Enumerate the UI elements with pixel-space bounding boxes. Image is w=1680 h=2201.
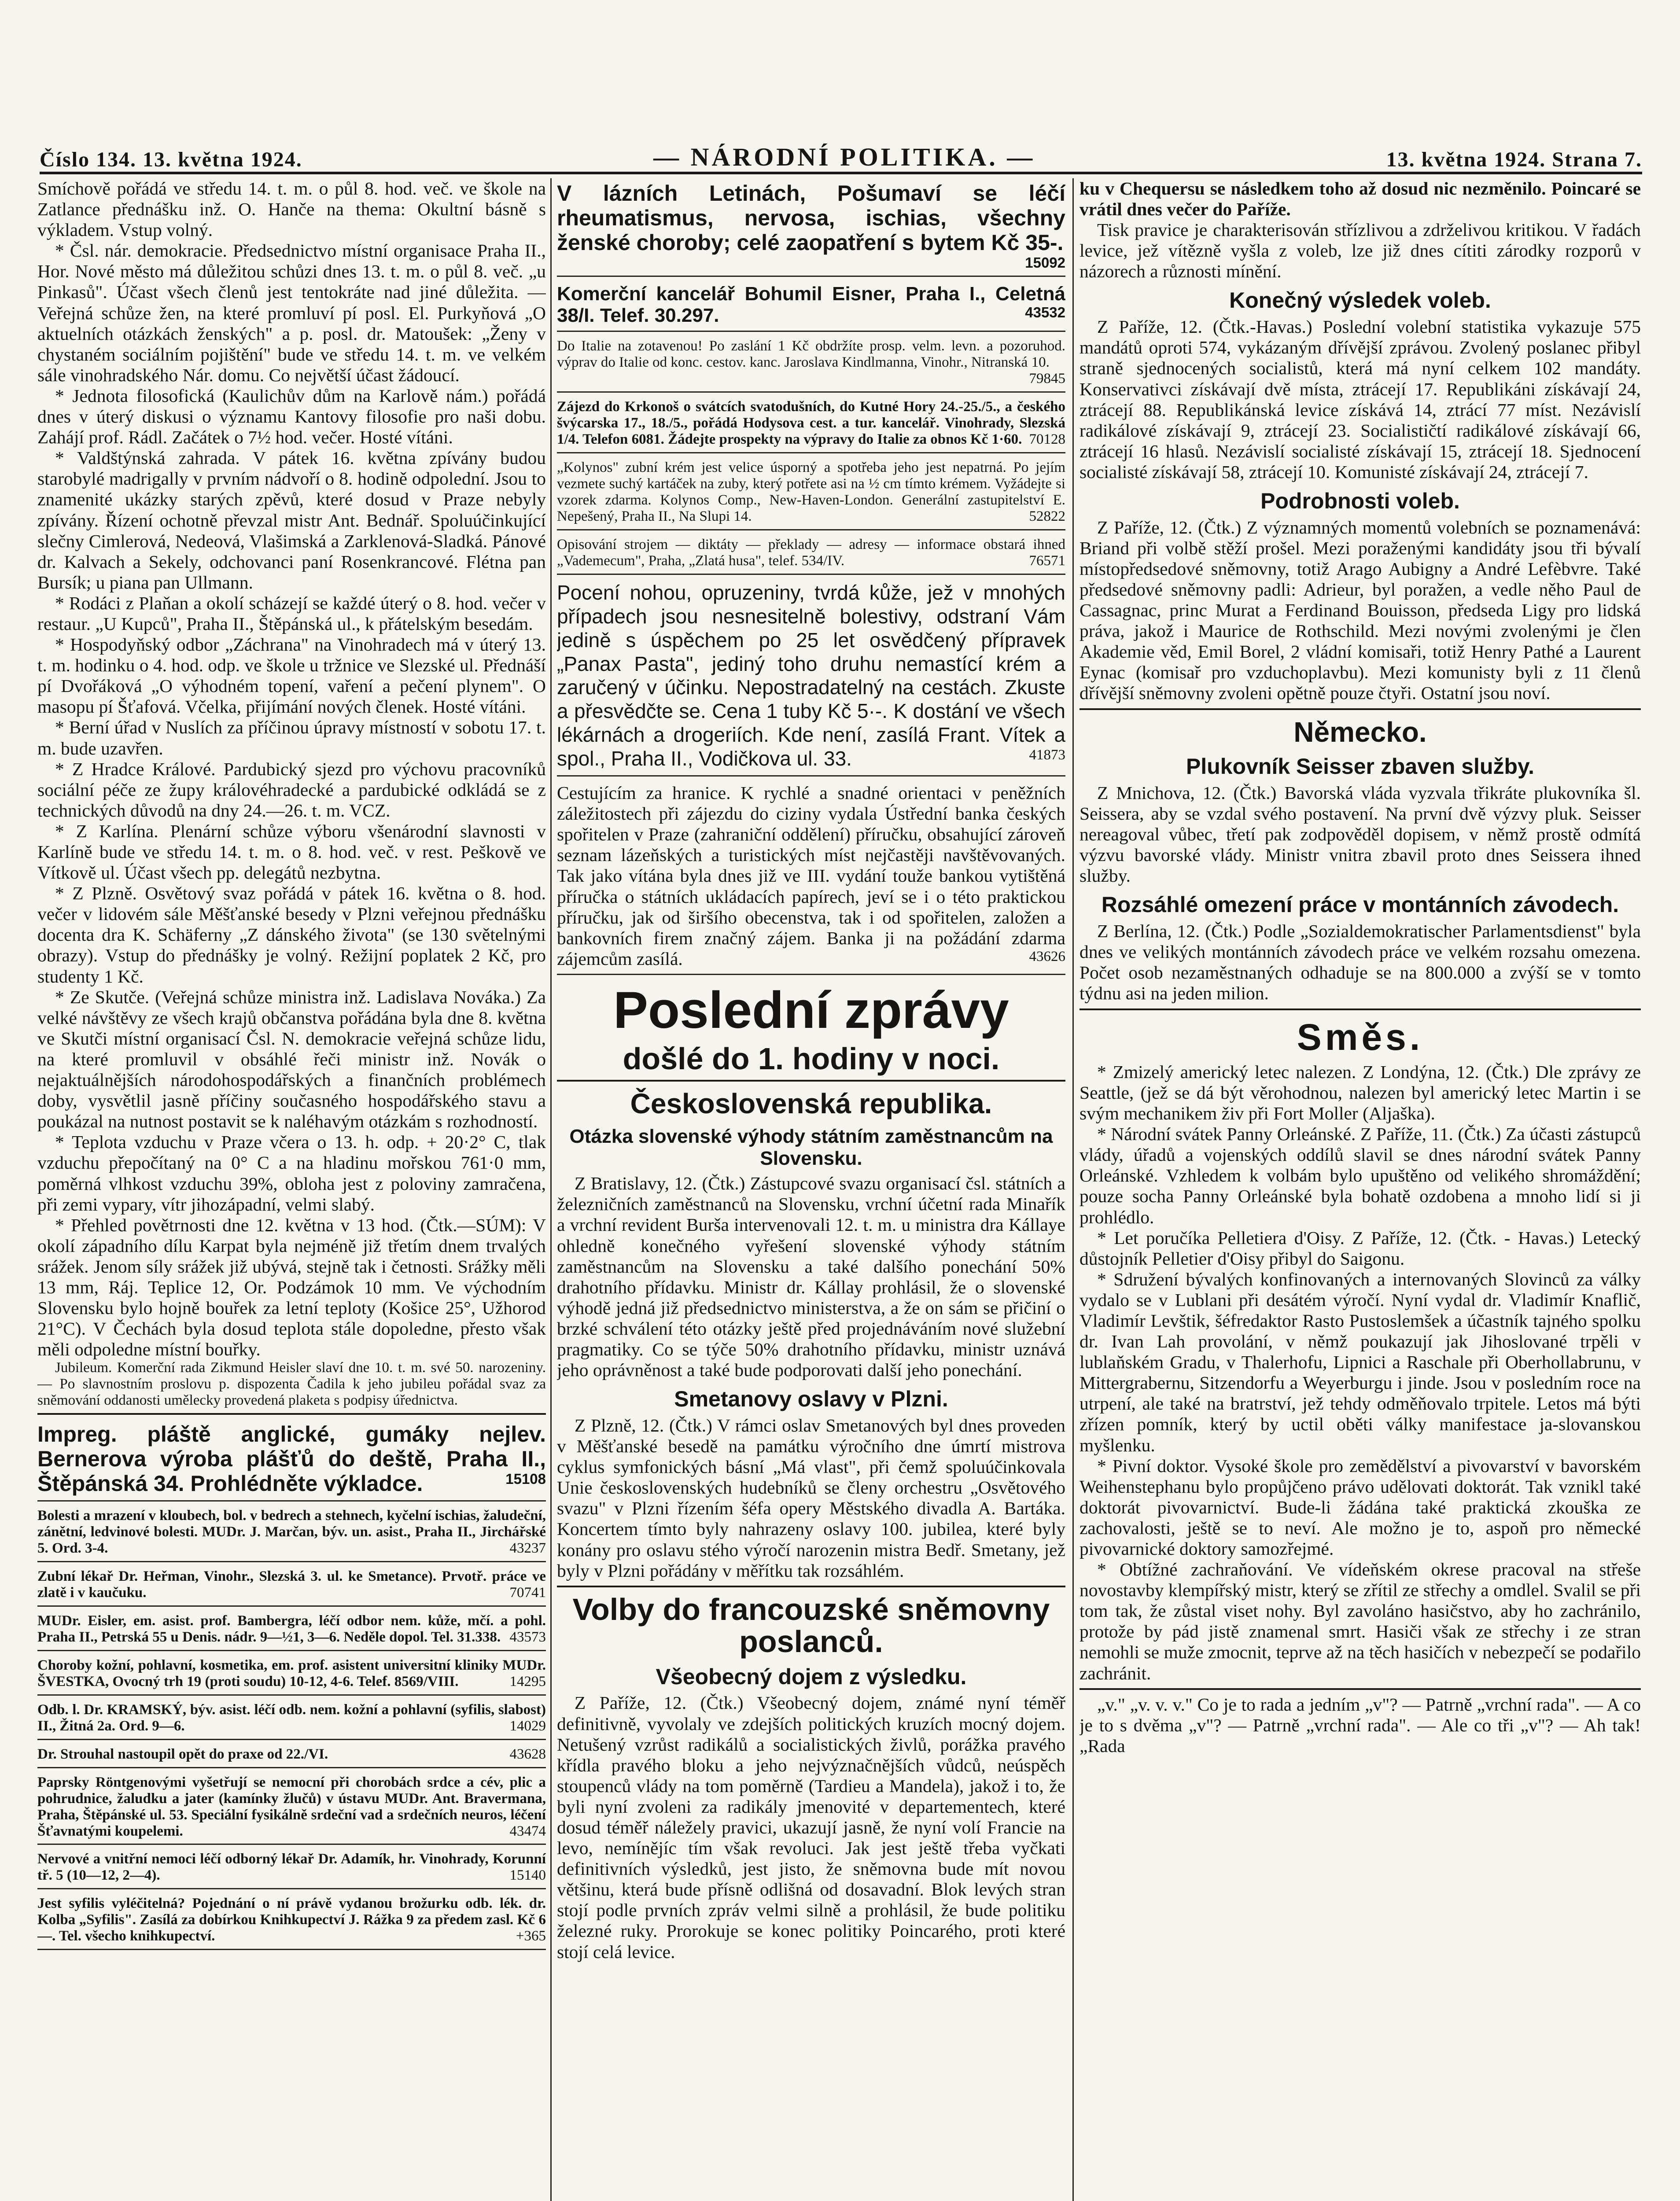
news-item: * Hospodyňský odbor „Záchrana" na Vinohradech má v úterý 13. t. m. hodinku o 4. hod. odp. ve škole u tržnice ve Slezské ul. Přednáší pí Dvořáková „O výhodném topení, vaření a pečení plynem". O masopu pí Šťafová. Včelka, přijímání nových členek. Hosté vítáni. [37,634,546,717]
advertisement: Pocení nohou, opruzeniny, tvrdá kůže, jež v mnohých případech jsou nesnesitelně bolestivy, odstraní Vám jedině s úspěchem po 25 let osvědčený přípravek „Panax Pasta", jediný toho druhu nemastící krém a zaručený v účinku. Nepostradatelný na cestách. Zkuste a přesvědčte se. Cena 1 tuby Kč 5·-. K dostání ve všech lékárnách a drogeriích. Kde není, zasílá Frant. Vítek a spol., Praha II., Vodičkova ul. 33. 41873 [557,578,1065,777]
page-number: 13. května 1924. Strana 7. [1386,148,1642,171]
news-item: * Ze Skutče. (Veřejná schůze ministra inž. Ladislava Nováka.) Za velké návštěvy ze všech krajů občanstva pořádána byla dne 8. května ve Skutči místní organisací Čsl. N. demokracie veřejná schůze lidu, na které promluvil v obsáhlé řeči ministr inž. Novák o nejaktuálnějších národohospodářských a finančních problémech doby, vysvětlil jasně příčiny současného hospodářského stavu a poukázal na nutnost postavit se k naléhavým otázkám s rozhodností. [37,986,546,1132]
divider [1079,1688,1641,1690]
article-text: Tisk pravice je charakterisován střízlivou a zdrželivou kritikou. V řadách levice, jež vítězně vyšla z voleb, lze již dnes cítiti zárodky rozporů v názorech a různosti mínění. [1079,220,1641,282]
advertisement: Jest syfilis vyléčitelná? Pojednání o ní právě vydanou brožurku odb. lék. dr. Kolba „Syfilis". Zasílá za dobírkou Knihkupectví J. Rážka 9 za předem zasl. Kč 6—. Tel. všecho knihkupectví. +365 [37,1893,546,1950]
advertisement: MUDr. Eisler, em. asist. prof. Bambergra, léčí odbor nem. kůže, mčí. a pohl. Praha II., Petrská 55 u Denis. nádr. 9—½1, 3—6. Neděle dopol. Tel. 31.338. 43573 [37,1610,546,1651]
section-headline: Poslední zprávy [613,981,1009,1039]
masthead [40,145,1642,174]
news-item: * Valdštýnská zahrada. V pátek 16. května zpívány budou starobylé madrigally v prvním nádvoří o 8. hodině odpolední. Jsou to znamenité ukázky starých zpěvů, které dosud v Praze nebyly zpívány. Řízení ochotně převzal mistr Ant. Bednář. Spoluúčinkující slečny Cimlerová, Nedeová, Vlašimská a Zarklenová-Sladká. Pánové dr. Kalvach a Sekely, odchovanci paní Rosenkrancové. Flétna pan Bursík; u piana pan Ullmann. [37,448,546,593]
section-heading: Volby do francouzské sněmovny poslanců. [572,1592,1050,1659]
article-text: Z Bratislavy, 12. (Čtk.) Zástupcové svazu organisací čsl. státních a železničních zaměstnanců na Slovensku, vrchní účetní rada Minařík a vrchní revident Burša intervenovali 12. t. m. u ministra dra Kállaye ohledně konečného vyřešení slovenské výhody státním zaměstnancům na Slovensku a také dalšího ponechání 50% drahotního přídavku. Ministr dr. Kállay prohlásil, že o slovenské výhodě jedná již předsednictvo ministerstva, a že on sám se přičiní o brzké schválení této otázky ještě před projednáváním nové služební pragmatiky. Co se týče 50% drahotního přídavku, ministr uznává jeho oprávněnost a také bude podporovati další jeho ponechání. [557,1173,1065,1380]
news-item: * Přehled povětrnosti dne 12. května v 13 hod. (Čtk.—SÚM): V okolí západního dílu Karpat byla nejméně již třetím dnem trvalých srážek. Jenom síly srážek již ubývá, stejně tak i četnosti. Srážky měli 13 mm, Ráj. Teplice 12, Or. Podzámok 10 mm. Ve východním Slovensku bylo hojně bouřek za letní teploty (Košice 25°, Užhorod 21°C). V Čechách byla dosud teplota stále dopoledne, přesto však měli odpoledne místní bouřky. [37,1215,546,1360]
news-item: * Jednota filosofická (Kaulichův dům na Karlově nám.) pořádá dnes v úterý diskusi o významu Kantovy filosofie pro naši dobu. Zahájí prof. Rádl. Začátek o 7½ hod. večer. Hosté vítáni. [37,385,546,448]
advertisement: Dr. Strouhal nastoupil opět do praxe od 22./VI. 43628 [37,1744,546,1768]
article-text: ku v Chequersu se následkem toho až dosud nic nezměnilo. Poincaré se vrátil dnes večer do Paříže. [1079,178,1641,220]
column-2 [557,178,1065,2201]
news-item: * Pivní doktor. Vysoké škole pro zemědělství a pivovarství v bavorském Weihenstephanu bylo propůjčeno právo udělovati doktorát. Tak vznikl také doktorát pivovarnictví. Bude-li žádána také praktická zkouška ze zachovalosti, ještě se to neví. Ale možno je to, aspoň pro německé pivovarnické doktory samozřejmé. [1079,1455,1641,1559]
news-item: * Berní úřad v Nuslích za příčinou úpravy místností v sobotu 17. t. m. bude uzavřen. [37,717,546,758]
advertisement: Choroby kožní, pohlavní, kosmetika, em. prof. asistent universitní kliniky MUDr. ŠVESTKA, Ovocný trh 19 (proti soudu) 10-12, 4-6. Telef. 8569/VIII. 14295 [37,1655,546,1696]
article-heading: Podrobnosti voleb. [1260,488,1460,513]
news-item: „v." „v. v. v." Co je to rada a jedním „v"? — Patrně „vrchní rada". — A co je to s dvěma „v"? — Patrně „vrchní rada". — Ale co tři „v"? — Ah tak! „Rada [1079,1694,1641,1756]
news-item: * Z Karlína. Plenární schůze výboru všenárodní slavnosti v Karlíně bude ve středu 14. t. m. o 8. hod. več. v rest. Peškově ve Vítkově ul. Účast všech pp. delegátů nezbytna. [37,821,546,883]
article-text: Z Mnichova, 12. (Čtk.) Bavorská vláda vyzvala třikráte plukovníka šl. Seissera, aby se vzdal svého postavení. Na první dvě výzvy pluk. Seisser nereagoval vůbec, třetí pak zodpověděl dopisem, v němž prostě odmítá výzvu bavorské vlády. Ministr vnitra zbavil proto dnes Seissera ihned služby. [1079,782,1641,886]
divider [1079,708,1641,710]
section-heading: Československá republika. [630,1087,992,1119]
section-heading: Směs. [1297,1016,1424,1058]
advertisement: „Kolynos" zubní krém jest velice úsporný a spotřeba jeho jest nepatrná. Po jejím vezmete suchý kartáček na zuby, který potřete asi na ½ cm tímto krémem. Vyžádejte si vzorek zdarma. Kolynos Comp., New-Haven-London. Generální zastupitelství E. Nepešený, Praha II., Na Slupi 14. 52822 [557,457,1065,530]
news-item: * Národní svátek Panny Orleánské. Z Paříže, 11. (Čtk.) Za účasti zástupců vlády, úřadů a vojenských oddílů slavil se dnes národní svátek Panny Orleánské. Vzhledem k volbám bylo upuštěno od velikého shromáždění; pouze socha Panny Orleánské byla bohatě ozdobena a mnoho lidí si ji prohlédlo. [1079,1124,1641,1227]
news-item: * Rodáci z Plaňan a okolí scházejí se každé úterý o 8. hod. večer v restaur. „U Kupců", Praha II., Štěpánská ul., k přátelským besedám. [37,593,546,634]
advertisement: Bolesti a mrazení v kloubech, bol. v bedrech a stehnech, kyčelní ischias, žaludeční, zánětní, ledvinové bolesti. MUDr. J. Marčan, býv. un. asist., Praha II., Jirchářské 5. Ord. 3-4. 43237 [37,1505,546,1562]
article-heading: Konečný výsledek voleb. [1229,288,1491,313]
advertisement: Komerční kancelář Bohumil Eisner, Praha I., Celetná 38/I. Telef. 30.297. 43532 [557,280,1065,332]
article-text: Z Berlína, 12. (Čtk.) Podle „Sozialdemokratischer Parlamentsdienst" byla dnes ve velikých montánních závodech práce ve velkém rozsahu omezena. Počet osob nezaměstnaných odhaduje se na 800.000 a zvýší se v tomto týdnu asi na jeden milion. [1079,921,1641,1004]
advertisement: Odb. l. Dr. KRAMSKÝ, býv. asist. léčí odb. nem. kožní a pohlavní (syfilis, slabost) II., Žitná 2a. Ord. 9—6. 14029 [37,1699,546,1740]
news-item: * Sdružení bývalých konfinovaných a internovaných Slovinců za války vydalo se v Lublani při desátém výročí. Nyní vydal dr. Vladimír Knaflič, Vladimír Levštik, šéfredaktor Rasto Pustoslemšek a účastník tajného spolku dr. Ivan Lah provolání, v němž poukazují jak Jihoslované trpěli v lublaňském Gradu, v Thalerhofu, Lipnici a Raschale při Oberhollabrunu, v Mittergrabernu, Sitzendorfu a Weyerburgu i jinde. Jsou v posledním roce na utrpení, ale také na bratrství, jež tehdy odměňovalo trpitele. Letos má býti zřízen pomník, který by uctil oběti války manifestace ja-slovanskou myšlenku. [1079,1269,1641,1455]
newspaper-title: — NÁRODNÍ POLITIKA. — [653,143,1035,171]
advertisement: V lázních Letinách, Pošumaví se léčí rheumatismus, nervosa, ischias, všechny ženské choroby; celé zaopatření s bytem Kč 35-. 15092 [557,178,1065,277]
advertisement: Paprsky Röntgenovými vyšetřují se nemocní při chorobách srdce a cév, plic a pohrudnice, žaludku a jater (kamínky žlučů) v ústavu MUDr. Ant. Bravermana, Praha, Štěpánské ul. 53. Speciální fysikálně srdeční vad a srdečních neuros, léčení Šťavnatými koupelemi. 43474 [37,1772,546,1845]
news-item: Jubileum. Komerční rada Zikmund Heisler slaví dne 10. t. m. své 50. narozeniny. — Po slavnostním proslovu p. dispozenta Čadila k jeho jubileu pořádal svaz za sněmování oddanosti umělecky provedená plaketa s podpisy úřednictva. [37,1360,546,1409]
advertisement: Opisování strojem — diktáty — překlady — adresy — informace obstará ihned „Vademecum", Praha, „Zlatá husa", telef. 534/IV. 76571 [557,534,1065,575]
section-subheadline: došlé do 1. hodiny v noci. [623,1042,1000,1076]
article-heading: Plukovník Seisser zbaven služby. [1186,754,1535,779]
section-heading: Německo. [1293,716,1427,748]
news-item: * Z Hradce Králové. Pardubický sjezd pro výchovu pracovníků sociální péče ze župy královéhradecké a pardubické odkládá se z technických důvodů na dny 24.—26. t. m. VCZ. [37,758,546,821]
news-item: * Teplota vzduchu v Praze včera o 13. h. odp. + 20·2° C, tlak vzduchu přepočítaný na 0° C a na hladinu mořskou 761·0 mm, poměrná vlhkost vzduchu 39%, obloha jest z poloviny zamračena, při zemi vypary, vítr jihozápadní, velmi slabý. [37,1132,546,1215]
advertisement: Cestujícím za hranice. K rychlé a snadné orientaci v peněžních záležitostech při zájezdu do ciziny vydala Ústřední banka českých spořitelen v Praze (zahraniční oddělení) příručku, obsahující zároveň seznam lázeňských a turistických míst nejčastěji navštěvovaných. Tak jako vítána byla dnes již ve III. vydání touže bankou vytištěná příručka o státních ukládacích papírech, jeví se i o této praktickou příručku, jak od širšího obecenstva, tak i od spořitelen, založen a bankovních firem značný zájem. Banka ji na požádání zdarma zájemcům zasílá. 43626 [557,780,1065,975]
news-item: * Obtížné zachraňování. Ve vídeňském okrese pracoval na střeše novostavby klempířský mistr, který se zřítil ze střechy a omdlel. Svalil se při tom tak, že zůstal viset nohy. Byl zavoláno hasičstvo, aby ho zachránilo, protože by pád jistě znamenal smrt. Hasiči však ze střechy i ze stran nemohli se muže zmocnit, teprve až na těch hasičích v nebezpečí se podařilo zachránit. [1079,1559,1641,1683]
column-3 [1079,178,1641,2201]
article-text: Z Paříže, 12. (Čtk.-Havas.) Poslední volební statistika vykazuje 575 mandátů oproti 574, vykázaným dřívější zprávou. Zvolený poslanec přibyl straně sjednocených socialistů, která má nyní celkem 102 mandáty. Konservativci získávají dvě místa, ztrácejí 17. Republikáni získávají 24, ztrácejí 88. Republikánská levice získává 14, ztrácí 77 míst. Nezávislí radikálové získávají 9, ztrácejí 23. Socialističtí radikálové získávají 66, ztrácejí 16 hlasů. Nezávislí socialisté získávají 15, ztrácejí 18. Sjednocení socialisté získávají 58, ztrácejí 10. Komunisté získávají 24, ztrácejí 7. [1079,317,1641,482]
advertisement: Impreg. pláště anglické, gumáky nejlev. Bernerova výroba plášťů do deště, Praha II., Štěpánská 34. Prohlédněte výkladce. 15108 [37,1419,546,1502]
article-heading: Rozsáhlé omezení práce v montánních závodech. [1101,892,1619,917]
article-heading: Smetanovy oslavy v Plzni. [674,1387,948,1412]
advertisement: Zubní lékař Dr. Heřman, Vinohr., Slezská 3. ul. ke Smetance). Prvotř. práce ve zlatě i v kaučuku. 70741 [37,1566,546,1607]
advertisement: Nervové a vnitřní nemoci léčí odborný lékař Dr. Adamík, hr. Vinohrady, Korunní tř. 5 (10—12, 2—4). 15140 [37,1848,546,1889]
article-heading: Otázka slovenské výhody státním zaměstnancům na Slovensku. [569,1126,1053,1170]
divider [1079,1008,1641,1010]
news-item: * Čsl. nár. demokracie. Předsednictvo místní organisace Praha II., Hor. Nové město má důležitou schůzi dnes 13. t. m. o půl 8. več. „u Pinkasů". Účast všech členů jest tentokráte nad jiné důležita. — Veřejná schůze žen, na které promluví pí posl. El. Purkyňová „O aktuelních otázkách ženských" a p. posl. dr. Matoušek: „Ženy v chystaném sociálním pojištění" bude ve středu 14. t. m. ve velkém sále vinohradského Nár. domu. Co největší účast žádoucí. [37,240,546,385]
news-item: Smíchově pořádá ve středu 14. t. m. o půl 8. hod. več. ve škole na Zatlance přednášku inž. O. Hanče na thema: Okultní básně s výkladem. Vstup volný. [37,178,546,240]
column-1 [37,178,546,2201]
article-text: Z Paříže, 12. (Čtk.) Z významných momentů volebních se poznamenává: Briand při volbě stěží prošel. Mezi poraženými kandidáty jsou tři bývalí místopředsedové sněmovny, totiž Arago Aubigny a André Lefèbvre. Také předsedové sněmovny padli: Adrieur, byl poražen, a vedle něho Paul de Cassagnac, princ Murat a Ferdinand Bouisson, předseda Ligy pro lidská práva, jakož i Maurice de Rothschild. Mezi novými zvolenými je člen Akademie věd, Emil Borel, 2 vládní komisaři, totiž Henry Pathé a Laurent Eynac (komisař pro vzduchoplavbu). Mezi komunisty byli z 11 členů dřívější sněmovny zvoleni opětně pouze čtyři. Ostatní jsou noví. [1079,517,1641,703]
advertisement: Do Italie na zotavenou! Po zaslání 1 Kč obdržíte prosp. velm. levn. a pozoruhod. výprav do Italie od konc. cestov. kanc. Jaroslava Kindlmanna, Vinohr., Nitranská 10. 79845 [557,335,1065,393]
news-item: * Z Plzně. Osvětový svaz pořádá v pátek 16. května o 8. hod. večer v lidovém sále Měšťanské besedy v Plzni veřejnou přednášku docenta dra K. Schäferny „Z dánského života" (se 130 světelnými obrazy). Vstup do přednášky je volný. Režijní poplatek 2 Kč, pro studenty 1 Kč. [37,883,546,986]
column-divider [550,178,552,2201]
divider [557,1586,1065,1587]
divider [557,1080,1065,1082]
divider [37,1413,546,1415]
news-item: * Let poručíka Pelletiera d'Oisy. Z Paříže, 12. (Čtk. - Havas.) Letecký důstojník Pelletier d'Oisy přibyl do Saigonu. [1079,1227,1641,1269]
column-divider [1072,178,1074,2201]
article-text: Z Paříže, 12. (Čtk.) Všeobecný dojem, známé nyní téměř definitivně, vyvolaly ve zdejších politických kruzích mocný dojem. Netušený vzrůst radikálů a socialistických živlů, porážka pravého křídla pravého bloku a jeho nejvýznačnějších vůdců, neúspěch stoupenců vlády na tom poměrně (Tardieu a Mandela), jakož i to, že byli nyní zvoleni za radikály jmenovité v departementech, které dosud téměř náležely pravici, ukazují jasně, že nyní volí Francie na levo, nemínějíc tím však revoluci. Jak jest ještě třeba vyčkati definitivních výsledků, jest jisto, že sněmovna bude mít novou většinu, která bude přísně odlišná od dosavadní. Blok levých stran stojí podle prvních zpráv velmi silně a prohlásil, že bude politiku železné ruky. Prorokuje se konec politiky Poincarého, proti které stojí celá levice. [557,1693,1065,1962]
issue-date: Číslo 134. 13. května 1924. [40,148,302,171]
news-item: * Zmizelý americký letec nalezen. Z Londýna, 12. (Čtk.) Dle zprávy ze Seattle, (jež se dá být věrohodnou, nalezen byl americký letec Martin i se svým mechanikem živ při Fort Moller (Aljaška). [1079,1061,1641,1124]
article-heading: Všeobecný dojem z výsledku. [656,1664,967,1689]
article-text: Z Plzně, 12. (Čtk.) V rámci oslav Smetanových byl dnes proveden v Měšťanské besedě na památku výročního dne úmrtí mistrova cyklus symfonických básní „Má vlast", při čemž spoluúčinkovala Unie československých hudebníků se členy orchestru „Osvětového svazu" v Plzni řízením šéfa opery Městského divadla A. Bartáka. Koncertem tímto byly nahrazeny oslavy 100. jubilea, které byly konány pro oslavu stého výročí narozenin mistra Bedř. Smetany, jež byly v Plzni pořádány v měřítku tak rozsáhlém. [557,1415,1065,1581]
advertisement: Zájezd do Krkonoš o svátcích svatodušních, do Kutné Hory 24.-25./5., a českého švýcarska 17., 18./5., pořádá Hodysova cest. a tur. kancelář. Vinohrady, Slezská 1/4. Telefon 6081. Žádejte prospekty na výpravy do Italie za obnos Kč 1·60. 70128 [557,396,1065,453]
